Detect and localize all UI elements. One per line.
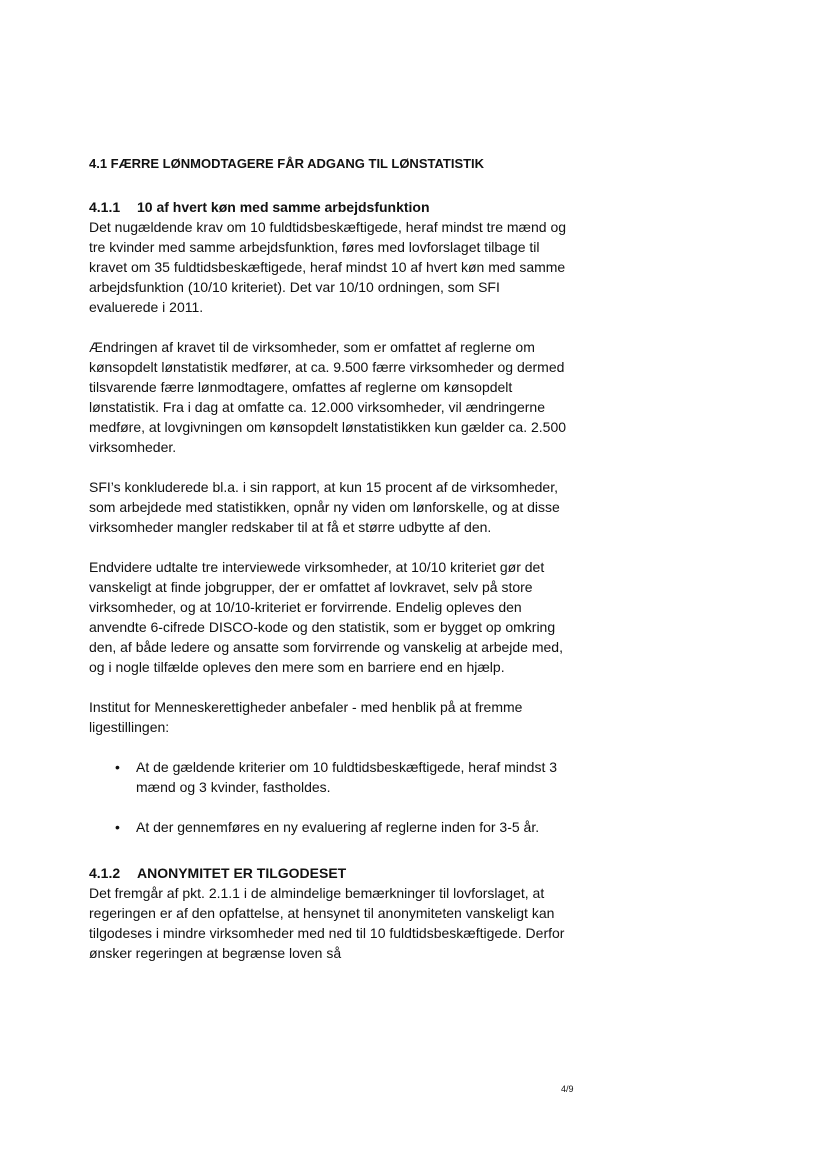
subsection-title: 10 af hvert køn med samme arbejdsfunktion: [137, 199, 430, 215]
document-body: [89, 156, 569, 963]
section-heading: 4.1 FÆRRE LØNMODTAGERE FÅR ADGANG TIL LØNSTATISTIK: [89, 156, 485, 171]
list-item: [89, 817, 569, 837]
list-item: [89, 757, 569, 797]
paragraph: Det nugældende krav om 10 fuldtidsbeskæftigede, heraf mindst tre mænd og tre kvinder med samme arbejdsfunktion, føres med lovforslaget tilbage til kravet om 35 fuldtidsbeskæftigede, heraf mindst 10 af hvert køn med samme arbejdsfunktion (10/10 kriteriet). Det var 10/10 ordningen, som SFI evaluerede i 2011.: [89, 219, 567, 315]
paragraph: Endvidere udtalte tre interviewede virksomheder, at 10/10 kriteriet gør det vanskeligt at finde jobgrupper, der er omfattet af lovkravet, selv på store virksomheder, og at 10/10-kriteriet er forvirrende. Endelig opleves den anvendte 6-cifrede DISCO-kode og den statistik, som er bygget op omkring den, af både ledere og ansatte som forvirrende og vanskelig at arbejde med, og i nogle tilfælde opleves den mere som en barriere end en hjælp.: [89, 559, 563, 675]
subsection-number: 4.1.1: [89, 199, 121, 215]
bullet-icon: •: [115, 819, 120, 835]
subsection-4-1-2: [89, 863, 569, 963]
subsection-heading-4-1-1: [89, 197, 569, 217]
subsection-number: 4.1.2: [89, 865, 121, 881]
subsection-title: ANONYMITET ER TILGODESET: [137, 865, 347, 881]
paragraph: Ændringen af kravet til de virksomheder, som er omfattet af reglerne om kønsopdelt lønstatistik medfører, at ca. 9.500 færre virksomheder og dermed tilsvarende færre lønmodtagere, omfattes af reglerne om kønsopdelt lønstatistik. Fra i dag at omfatte ca. 12.000 virksomheder, vil ændringerne medføre, at lovgivningen om kønsopdelt lønstatistikken kun gælder ca. 2.500 virksomheder.: [89, 339, 567, 455]
list-item-text: At der gennemføres en ny evaluering af reglerne inden for 3-5 år.: [136, 819, 540, 835]
page-number: 4/9: [561, 1084, 574, 1094]
recommendation-list: [89, 757, 569, 837]
paragraph: Institut for Menneskerettigheder anbefaler - med henblik på at fremme ligestillingen:: [89, 699, 523, 735]
paragraph: Det fremgår af pkt. 2.1.1 i de almindelige bemærkninger til lovforslaget, at regeringen er af den opfattelse, at hensynet til anonymiteten vanskeligt kan tilgodeses i mindre virksomheder med ned til 10 fuldtidsbeskæftigede. Derfor ønsker regeringen at begrænse loven så: [89, 885, 565, 961]
subsection-heading-4-1-2: [89, 863, 569, 883]
list-item-text: At de gældende kriterier om 10 fuldtidsbeskæftigede, heraf mindst 3 mænd og 3 kvinder, fastholdes.: [136, 759, 558, 795]
bullet-icon: •: [115, 759, 120, 775]
paragraph: SFI’s konkluderede bl.a. i sin rapport, at kun 15 procent af de virksomheder, som arbejdede med statistikken, opnår ny viden om lønforskelle, og at disse virksomheder mangler redskaber til at få et større udbytte af den.: [89, 479, 560, 535]
